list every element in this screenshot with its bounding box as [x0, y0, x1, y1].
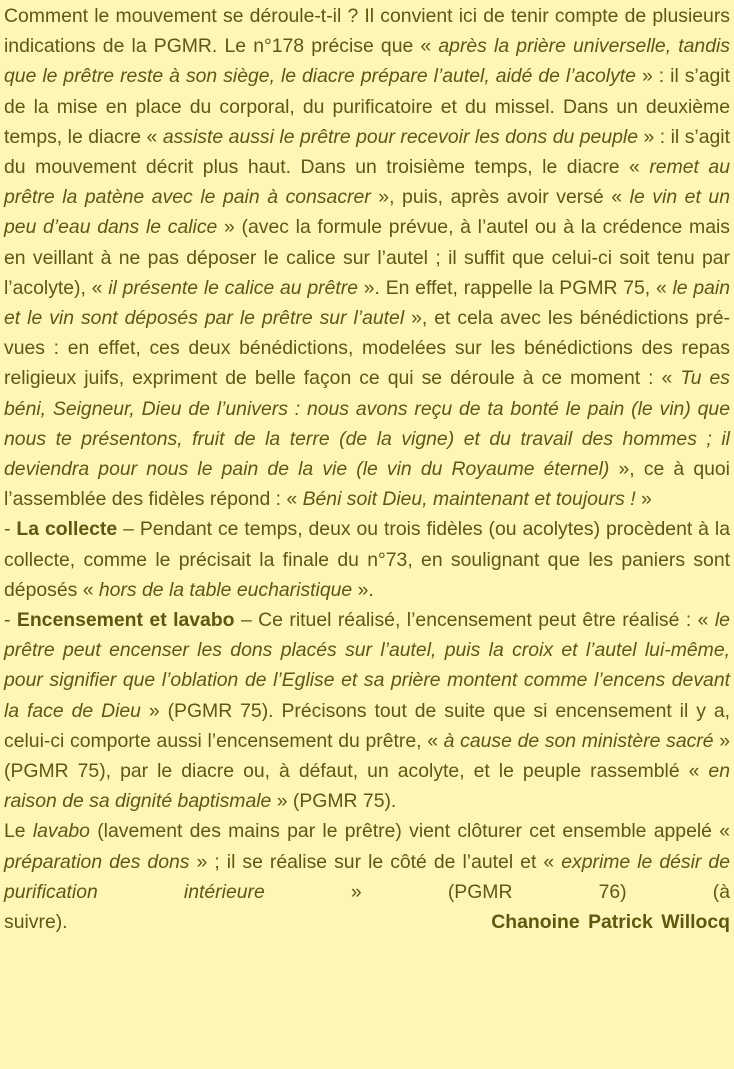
paragraph-offertory-movement	[4, 1, 730, 514]
quoted-text: assiste aussi le prêtre pour recevoir les dons du peuple	[162, 125, 638, 148]
body-text: » (PGMR 75).	[271, 790, 397, 813]
body-text: » (avec la formule prévue, à l’autel ou à la crédence mais en veillant à ne pas déposer le calice sur l’autel ; il suffit que celui-ci soit tenu par l’acolyte), «	[4, 216, 730, 299]
body-text: »	[635, 488, 652, 511]
section-heading: La collecte	[16, 518, 118, 541]
quoted-text: après la prière universelle, tandis que le prêtre reste à son siège, le diacre prépare l’autel, aidé de l’acolyte	[4, 35, 731, 88]
paragraph-lavabo	[4, 816, 730, 937]
author-signature: Chanoine Patrick Willocq	[491, 911, 730, 934]
body-text: » ; il se réalise sur le côté de l’autel et «	[189, 850, 562, 873]
body-text: – Pendant ce temps, deux ou trois fidèles (ou acolytes) procèdent à la collecte, comme le précisait la finale du n°73, en soulignant que les paniers sont déposés «	[4, 518, 730, 601]
body-text: » (PGMR 75), par le diacre ou, à défaut, un acolyte, et le peuple rassemblé «	[4, 729, 731, 783]
quoted-text: à cause de son ministère sacré	[443, 729, 714, 752]
body-text: ». En effet, rappelle la PGMR 75, «	[358, 276, 673, 299]
paragraph-incensation	[4, 605, 730, 816]
quoted-text: hors de la table eucharistique	[98, 578, 353, 601]
quoted-text: préparation des dons	[4, 850, 190, 873]
body-text: », et cela avec les bénédictions prévues : en effet, ces deux bénédictions, modelées sur les bénédictions des repas religieux juifs, expriment de belle façon ce qui se déroule à ce moment : «	[4, 307, 731, 390]
body-text: », puis, après avoir versé «	[370, 186, 630, 209]
body-text: – Ce rituel réalisé, l’encensement peut être réalisé : «	[234, 609, 715, 632]
quoted-text: le vin et un peu d’eau dans le calice	[4, 186, 730, 239]
body-text: » : il s’agit du mouvement décrit plus haut. Dans un troisième temps, le diacre «	[4, 125, 730, 179]
quoted-text: le prêtre peut encenser les dons placés sur l’autel, puis la croix et l’autel lui-même, pour signifier que l’oblation de l’Eglise et sa prière montent comme l’encens devant la face de Dieu	[4, 609, 730, 722]
body-text: -	[4, 609, 17, 632]
quoted-text: Tu es béni, Seigneur, Dieu de l’univers : nous avons reçu de ta bonté le pain (le vin) que nous te présentons, fruit de la terre (de la vigne) et du travail des hommes ; il deviendra pour nous le pain de la vie (le vin du Royaume éternel)	[4, 367, 730, 481]
body-text: » (PGMR 76) (à suivre).	[4, 880, 731, 934]
body-text: (lavement des mains par le prêtre) vient clôturer cet ensemble appelé «	[89, 820, 730, 843]
quoted-text: en raison de sa dignité baptismale	[4, 760, 730, 813]
section-heading: Encensement et lavabo	[16, 609, 235, 632]
body-text: » (PGMR 75). Précisons tout de suite que si encensement il y a, celui-ci comporte aussi l’encensement du prêtre, «	[4, 699, 730, 752]
body-text: ».	[352, 578, 374, 601]
quoted-text: il présente le calice au prêtre	[108, 276, 358, 299]
body-text: Le	[4, 820, 33, 843]
paragraph-collection	[4, 514, 730, 605]
quoted-text: exprime le désir de purification intérieure	[4, 850, 730, 903]
body-text: » : il s’agit de la mise en place du corporal, du purificatoire et du missel. Dans un deuxième temps, le diacre «	[4, 65, 731, 148]
body-text: -	[4, 518, 17, 541]
quoted-text: lavabo	[32, 820, 90, 843]
quoted-text: remet au prêtre la patène avec le pain à consacrer	[4, 156, 730, 209]
quoted-text: le pain et le vin sont déposés par le prêtre sur l’autel	[4, 276, 731, 330]
body-text: », ce à quoi l’assemblée des fidèles répond : «	[4, 458, 730, 511]
body-text: Comment le mouvement se déroule-t-il ? Il convient ici de tenir compte de plusieurs indications de la PGMR. Le n°178 précise que «	[4, 5, 730, 58]
quoted-text: Béni soit Dieu, maintenant et toujours !	[302, 488, 636, 511]
